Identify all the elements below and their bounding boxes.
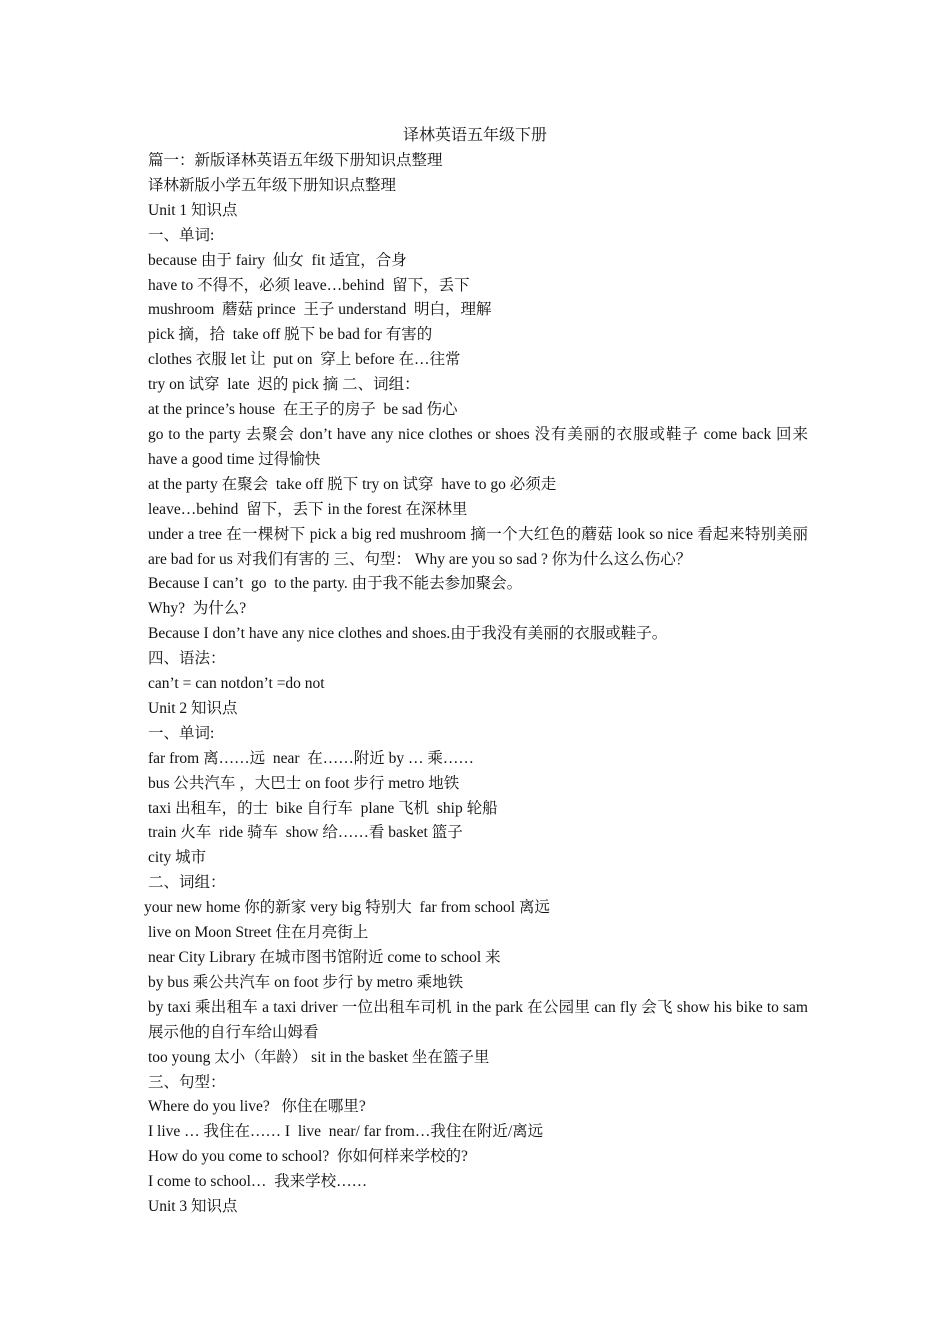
text-line: I live … 我住在…… I live near/ far from…我住在附近/离远 xyxy=(148,1123,544,1141)
text-line: live on Moon Street 住在月亮街上 xyxy=(148,924,369,942)
text-paragraph: under a tree 在一棵树下 pick a big red mushroom 摘一个大红色的蘑菇 look so nice 看起来特别美丽 are bad for us 对我们有害的 三、句型： Why are you so sad ? 你为什么这么伤心？ xyxy=(148,525,808,568)
text-line: near City Library 在城市图书馆附近 come to school 来 xyxy=(148,949,501,966)
text-line: city 城市 xyxy=(148,849,207,867)
text-line: pick 摘，拾 take off 脱下 be bad for 有害的 xyxy=(148,326,433,344)
text-line: I come to school… 我来学校…… xyxy=(148,1173,368,1191)
text-line: at the party 在聚会 take off 脱下 try on 试穿 have to go 必须走 xyxy=(148,475,557,493)
text-line: Because I don’t have any nice clothes and shoes.由于我没有美丽的衣服或鞋子。 xyxy=(148,625,668,643)
text-line: mushroom 蘑菇 prince 王子 understand 明白，理解 xyxy=(148,301,492,319)
text-line: leave…behind 留下，丢下 in the forest 在深林里 xyxy=(148,500,468,518)
text-line: How do you come to school? 你如何样来学校的? xyxy=(148,1148,468,1166)
text-line: because 由于 fairy 仙女 fit 适宜，合身 xyxy=(148,251,407,269)
text-line: train 火车 ride 骑车 show 给……看 basket 篮子 xyxy=(148,824,463,842)
text-line: far from 离……远 near 在……附近 by … 乘…… xyxy=(148,749,474,767)
text-line: Why? 为什么? xyxy=(148,600,247,618)
text-paragraph: by taxi 乘出租车 a taxi driver 一位出租车司机 in the park 在公园里 can fly 会飞 show his bike to sam 展示他的自行车给山姆看 xyxy=(148,998,808,1041)
text-line: can’t = can notdon’t =do not xyxy=(148,675,325,693)
text-line: too young 太小（年龄） sit in the basket 坐在篮子里 xyxy=(148,1048,490,1066)
text-line: taxi 出租车，的士 bike 自行车 plane 飞机 ship 轮船 xyxy=(148,799,498,817)
unit-heading: Unit 1 知识点 xyxy=(148,201,238,219)
text-line: 译林新版小学五年级下册知识点整理 xyxy=(148,176,397,194)
text-line: 篇一：新版译林英语五年级下册知识点整理 xyxy=(148,152,443,169)
text-line: clothes 衣服 let 让 put on 穿上 before 在…往常 xyxy=(148,351,461,369)
text-line: your new home 你的新家 very big 特别大 far from school 离远 xyxy=(144,899,550,917)
section-heading: 二、词组： xyxy=(148,874,226,892)
text-line: try on 试穿 late 迟的 pick 摘 二、词组： xyxy=(148,376,420,394)
text-line: Where do you live? 你住在哪里? xyxy=(148,1098,366,1116)
section-heading: 四、语法： xyxy=(148,650,226,668)
unit-heading: Unit 3 知识点 xyxy=(148,1198,238,1216)
text-line: have to 不得不，必须 leave…behind 留下，丢下 xyxy=(148,276,470,294)
text-line: at the prince’s house 在王子的房子 be sad 伤心 xyxy=(148,401,458,419)
text-line: by bus 乘公共汽车 on foot 步行 by metro 乘地铁 xyxy=(148,973,464,991)
section-heading: 一、单词: xyxy=(148,724,215,742)
text-line: Because I can’t go to the party. 由于我不能去参加聚会。 xyxy=(148,575,523,593)
section-heading: 一、单词: xyxy=(148,226,215,244)
unit-heading: Unit 2 知识点 xyxy=(148,699,238,717)
document-body xyxy=(144,149,808,1220)
section-heading: 三、句型： xyxy=(148,1073,226,1091)
document-title: 译林英语五年级下册 xyxy=(402,127,547,144)
text-paragraph: go to the party 去聚会 don’t have any nice clothes or shoes 没有美丽的衣服或鞋子 come back 回来 have a good time 过得愉快 xyxy=(148,425,808,468)
text-line: bus 公共汽车 ，大巴士 on foot 步行 metro 地铁 xyxy=(148,774,460,792)
